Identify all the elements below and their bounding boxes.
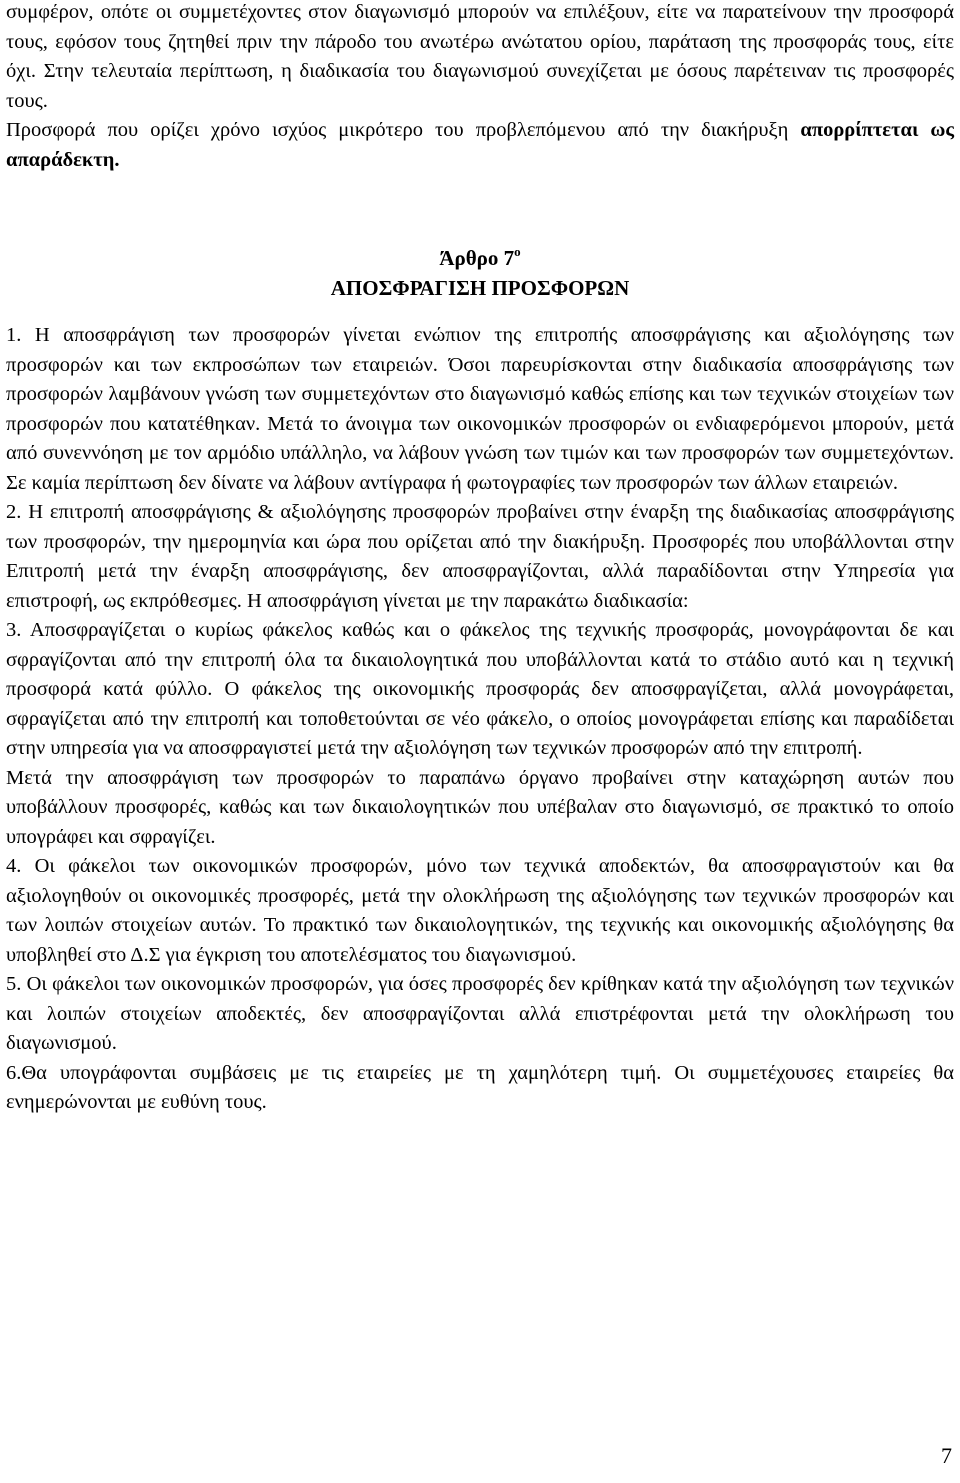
paragraph-2: 2. Η επιτροπή αποσφράγισης & αξιολόγησης προσφορών προβαίνει στην έναρξη της διαδικασίας αποσφράγισης των προσφορών, την ημερομηνία και ώρα που ορίζεται από την διακήρυξη. Προσφορές που υποβάλλονται στην Επιτροπή μετά την έναρξη αποσφράγισης, δεν αποσφραγίζονται, αλλά παραδίδονται στην Υπηρεσία για επιστροφή, ως εκπρόθεσμες. Η αποσφράγιση γίνεται με την παρακάτω διαδικασία:	[6, 501, 954, 612]
page-number: 7	[941, 1443, 952, 1468]
rejection-bold-text: απορρίπτεται ως απαράδεκτη.	[6, 119, 955, 171]
paragraph-3: 3. Αποσφραγίζεται ο κυρίως φάκελος καθώς και ο φάκελος της τεχνικής προσφοράς, μονογράφονται δε και σφραγίζονται από την επιτροπή όλα τα δικαιολογητικά που υποβάλλονται κατά το στάδιο αυτό και η τεχνική προσφορά κατά φύλλο. Ο φάκελος της οικονομικής προσφοράς δεν αποσφραγίζεται, αλλά μονογράφεται, σφραγίζεται από την επιτροπή και τοποθετούνται σε νέο φάκελο, ο οποίος μονογράφεται επίσης και παραδίδεται στην υπηρεσία για να αποσφραγιστεί μετά την αξιολόγηση των τεχνικών προσφορών από την επιτροπή.	[6, 619, 954, 759]
paragraph-5: 5. Οι φάκελοι των οικονομικών προσφορών, για όσες προσφορές δεν κρίθηκαν κατά την αξιολόγηση των τεχνικών και λοιπών στοιχείων αποδεκτές, δεν αποσφραγίζονται αλλά επιστρέφονται μετά την ολοκλήρωση του διαγωνισμού.	[6, 973, 954, 1054]
article-number-superscript: ο	[514, 244, 521, 259]
paragraph-6: 6.Θα υπογράφονται συμβάσεις με τις εταιρείες με τη χαμηλότερη τιμή. Οι συμμετέχουσες εταιρείες θα ενημερώνονται με ευθύνη τους.	[6, 1061, 954, 1113]
paragraph-4: 4. Οι φάκελοι των οικονομικών προσφορών, μόνο των τεχνικά αποδεκτών, θα αποσφραγιστούν και θα αξιολογηθούν οι οικονομικές προσφορές, μετά την ολοκλήρωση της αξιολόγησης των τεχνικών προσφορών και των λοιπών στοιχείων αυτών. Το πρακτικό των δικαιολογητικών, της τεχνικής και οικονομικής αξιολόγησης θα υποβληθεί στο Δ.Σ για έγκριση του αποτελέσματος του διαγωνισμού.	[6, 855, 954, 966]
document-page	[6, 0, 954, 1118]
rejection-paragraph	[6, 116, 954, 175]
paragraph-1: 1. Η αποσφράγιση των προσφορών γίνεται ενώπιον της επιτροπής αποσφράγισης και αξιολόγησης των προσφορών και των εκπροσώπων των εταιρειών. Όσοι παρευρίσκονται στην διαδικασία αποσφράγισης των προσφορών λαμβάνουν γνώση των συμμετεχόντων στο διαγωνισμό καθώς επίσης και των τεχνικών στοιχείων των προσφορών που κατατέθηκαν. Μετά το άνοιγμα των οικονομικών προσφορών οι ενδιαφερόμενοι μπορούν, μετά από συνεννόηση με τον αρμόδιο υπάλληλο, να λάβουν γνώση των τιμών και των προσφορών των συμμετεχόντων. Σε καμία περίπτωση δεν δίνατε να λάβουν αντίγραφα ή φωτογραφίες των προσφορών των άλλων εταιρειών.	[6, 324, 954, 494]
paragraph-3-continued: Μετά την αποσφράγιση των προσφορών το παραπάνω όργανο προβαίνει στην καταχώρηση αυτών που υποβάλλουν προσφορές, καθώς και των δικαιολογητικών που υπέβαλαν στο διαγωνισμό, σε πρακτικό το οποίο υπογράφει και σφραγίζει.	[6, 766, 954, 848]
article-number	[6, 243, 954, 273]
article-number-label: Άρθρο 7	[439, 246, 515, 270]
intro-paragraph: συμφέρον, οπότε οι συμμετέχοντες στον διαγωνισμό μπορούν να επιλέξουν, είτε να παρατείνουν την προσφορά τους, εφόσον τους ζητηθεί πριν την πάροδο του ανωτέρω ανώτατου ορίου, παράταση της προσφοράς τους, είτε όχι. Στην τελευταία περίπτωση, η διαδικασία του διαγωνισμού συνεχίζεται με όσους παρέτειναν τις προσφορές τους.	[6, 1, 954, 112]
rejection-text: Προσφορά που ορίζει χρόνο ισχύος μικρότερο του προβλεπόμενου από την διακήρυξη	[6, 119, 789, 141]
article-title: ΑΠΟΣΦΡΑΓΙΣΗ ΠΡΟΣΦΟΡΩΝ	[330, 276, 630, 300]
